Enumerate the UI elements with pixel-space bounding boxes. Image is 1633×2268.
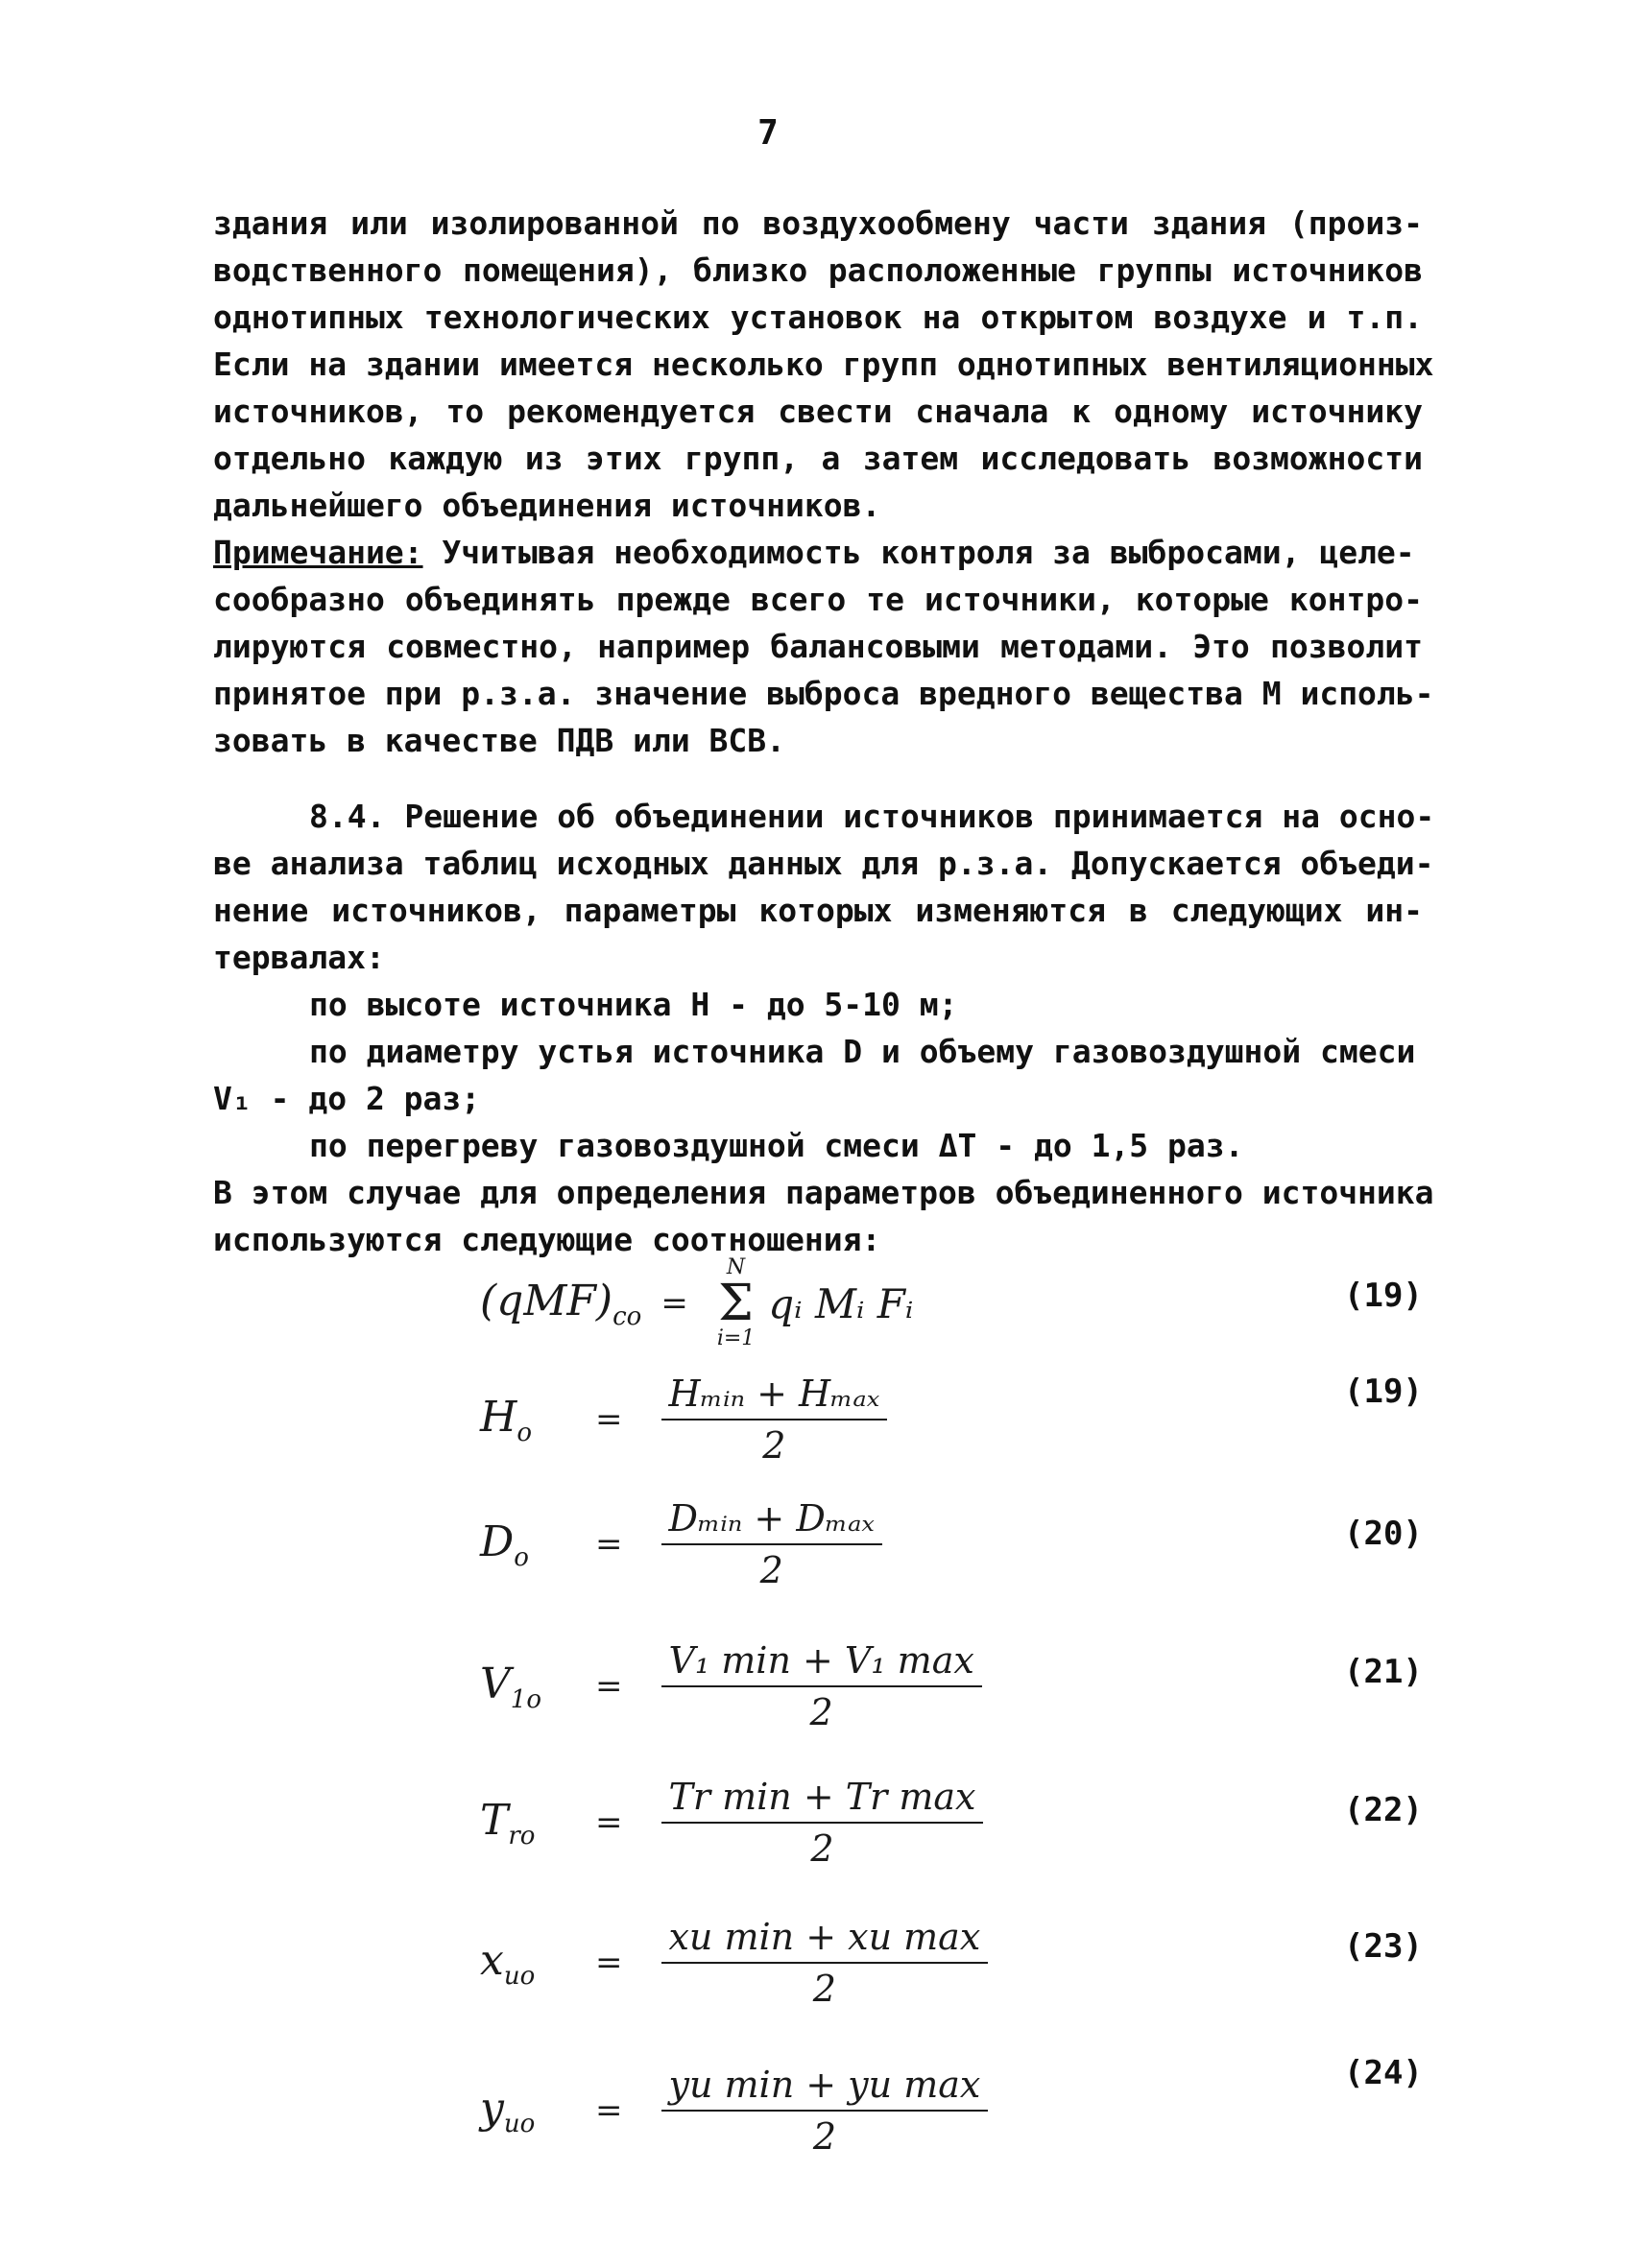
- equals-sign: =: [595, 1525, 623, 1564]
- equation-number: (19): [1344, 1277, 1423, 1315]
- page-number: 7: [757, 113, 779, 153]
- text-line: В этом случае для определения параметров объединенного источника: [213, 1174, 1434, 1211]
- equation-23: [480, 1916, 988, 2010]
- equation-lhs: $(qMF)_{co}$: [480, 1276, 642, 1331]
- numerator: Hₘᵢₙ + Hₘₐₓ: [661, 1373, 888, 1420]
- text-line: Если на здании имеется несколько групп однотипных вентиляционных: [213, 346, 1434, 383]
- equation-lhs: $T_{ro}$: [480, 1795, 536, 1850]
- fraction: [661, 1373, 888, 1467]
- note-text: Учитывая необходимость контроля за выбросами, целе-: [422, 534, 1415, 571]
- denominator: 2: [762, 1424, 786, 1467]
- equation-number: (21): [1344, 1653, 1423, 1691]
- equals-sign: =: [595, 1803, 623, 1842]
- equals-sign: =: [595, 1944, 623, 1982]
- equation-number: (22): [1344, 1791, 1423, 1829]
- text-line: однотипных технологических установок на открытом воздухе и т.п.: [213, 298, 1423, 336]
- text-line: принятое при р.з.а. значение выброса вредного вещества М исполь-: [213, 675, 1434, 712]
- denominator: 2: [809, 1691, 833, 1733]
- text-line: сообразно объединять прежде всего те источники, которые контро-: [213, 581, 1423, 618]
- equation-lhs: $V_{1o}$: [480, 1659, 541, 1714]
- denominator: 2: [812, 2115, 836, 2158]
- text-line: 8.4. Решение об объединении источников принимается на осно-: [309, 798, 1435, 835]
- equation-number: (19): [1344, 1373, 1423, 1411]
- numerator: Dₘᵢₙ + Dₘₐₓ: [661, 1497, 882, 1545]
- equation-lhs: $y_{uo}$: [480, 2083, 536, 2138]
- text-line: тервалах:: [213, 939, 385, 976]
- numerator: Tr min + Tr max: [661, 1776, 984, 1824]
- sum-symbol: N Σ i=1: [716, 1255, 756, 1350]
- text-line: лируются совместно, например балансовыми методами. Это позволит: [213, 628, 1423, 665]
- equation-lhs: $D_o$: [480, 1516, 529, 1572]
- text-line: ве анализа таблиц исходных данных для р.з.а. Допускается объеди-: [213, 845, 1434, 882]
- fraction: [661, 1639, 982, 1733]
- fraction: [661, 1497, 882, 1591]
- denominator: 2: [812, 1968, 836, 2010]
- equation-number: (24): [1344, 2054, 1423, 2092]
- text-line: водственного помещения), близко расположенные группы источников: [213, 251, 1423, 289]
- list-item: по диаметру устья источника D и объему газовоздушной смеси: [309, 1033, 1416, 1070]
- equation-22: [480, 1776, 983, 1870]
- note-paragraph: [213, 529, 1434, 764]
- note-first-line: [213, 529, 1423, 576]
- equation-19: [480, 1257, 913, 1349]
- equation-lhs: $x_{uo}$: [480, 1935, 536, 1991]
- equation-24: [480, 2064, 988, 2158]
- text-line: отдельно каждую из этих групп, а затем исследовать возможности: [213, 440, 1423, 477]
- equation-20: [480, 1497, 882, 1591]
- equals-sign: =: [595, 2091, 623, 2130]
- equals-sign: =: [595, 1667, 623, 1706]
- equals-sign: =: [660, 1284, 688, 1323]
- text-line: используются следующие соотношения:: [213, 1221, 881, 1258]
- equation-number: (23): [1344, 1927, 1423, 1966]
- numerator: V₁ min + V₁ max: [661, 1639, 982, 1687]
- equation-number: (20): [1344, 1515, 1423, 1553]
- list-item: V₁ - до 2 раз;: [213, 1080, 481, 1117]
- text-line: источников, то рекомендуется свести сначала к одному источнику: [213, 393, 1423, 430]
- paragraph-1: [213, 200, 1434, 529]
- fraction: [661, 2064, 989, 2158]
- list-item: по высоте источника Н - до 5-10 м;: [309, 986, 958, 1023]
- equation-lhs: $H_o$: [480, 1392, 533, 1447]
- text-line: зовать в качестве ПДВ или ВСВ.: [213, 722, 786, 759]
- text-line: дальнейшего объединения источников.: [213, 487, 881, 524]
- numerator: xu min + xu max: [661, 1916, 989, 1964]
- equation-rhs: qᵢ Mᵢ Fᵢ: [768, 1279, 914, 1327]
- equation-21: [480, 1639, 982, 1733]
- section-8-4: [213, 793, 1435, 1263]
- numerator: yu min + yu max: [661, 2064, 989, 2112]
- text-line: здания или изолированной по воздухообмену части здания (произ-: [213, 204, 1423, 242]
- text-line: нение источников, параметры которых изменяются в следующих ин-: [213, 892, 1423, 929]
- note-label: Примечание:: [213, 534, 423, 571]
- equals-sign: =: [595, 1400, 623, 1439]
- list-item: по перегреву газовоздушной смеси ΔT - до 1,5 раз.: [309, 1127, 1244, 1164]
- fraction: [661, 1916, 989, 2010]
- denominator: 2: [759, 1549, 783, 1591]
- equation-19b: [480, 1373, 887, 1467]
- denominator: 2: [810, 1827, 834, 1870]
- fraction: [661, 1776, 984, 1870]
